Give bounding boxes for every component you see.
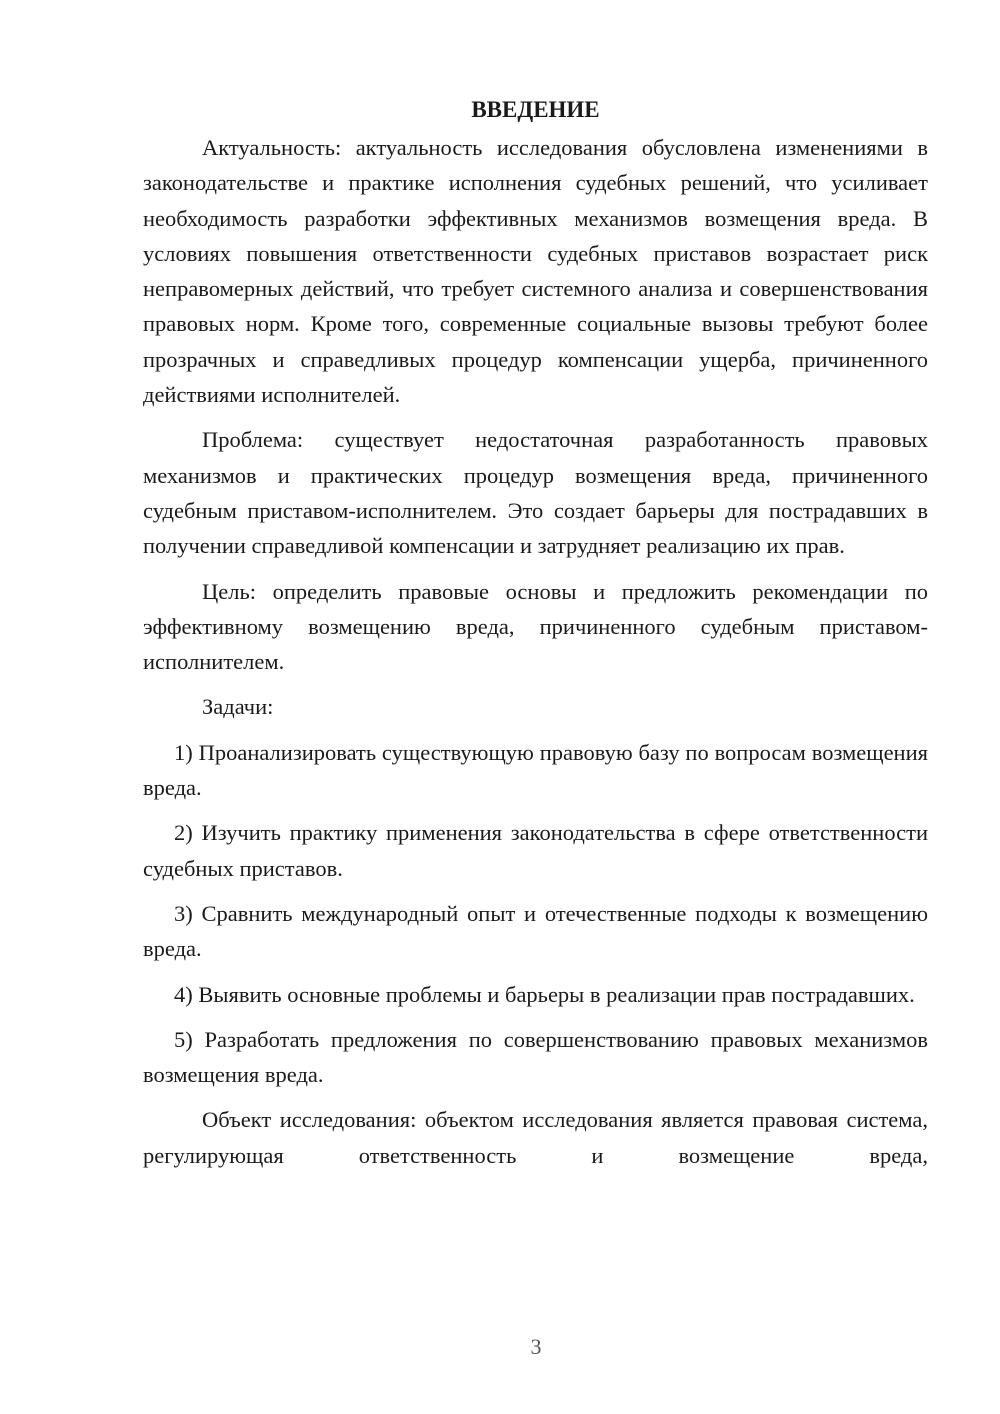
task-item: 3) Сравнить международный опыт и отечественные подходы к возмещению вреда. bbox=[143, 900, 928, 962]
tasks-heading: Задачи: bbox=[202, 694, 274, 720]
task-item: 2) Изучить практику применения законодательства в сфере ответственности судебных приставов. bbox=[143, 820, 928, 881]
page-title: ВВЕДЕНИЕ bbox=[471, 97, 600, 122]
paragraph-goal: Цель: определить правовые основы и предложить рекомендации по эффективному возмещению вреда, причиненного судебным приставом-исполнителем. bbox=[143, 578, 928, 675]
paragraph-relevance: Актуальность: актуальность исследования обусловлена изменениями в законодательстве и практике исполнения судебных решений, что усиливает необходимость разработки эффективных механизмов возмещения вреда. В условиях повышения ответственности судебных приставов возрастает риск неправомерных действий, что требует системного анализа и совершенствования правовых норм. Кроме того, современные социальные вызовы требуют более прозрачных и справедливых процедур компенсации ущерба, причиненного действиями исполнителей. bbox=[143, 135, 928, 408]
paragraph-object: Объект исследования: объектом исследования является правовая система, регулирующая ответственность и возмещение вреда, bbox=[143, 1107, 928, 1168]
task-item: 5) Разработать предложения по совершенствованию правовых механизмов возмещения вреда. bbox=[143, 1026, 928, 1088]
paragraph-problem: Проблема: существует недостаточная разработанность правовых механизмов и практических процедур возмещения вреда, причиненного судебным приставом-исполнителем. Это создает барьеры для пострадавших в получении справедливой компенсации и затрудняет реализацию их прав. bbox=[143, 427, 928, 559]
page-content bbox=[143, 92, 928, 1173]
task-item: 1) Проанализировать существующую правовую базу по вопросам возмещения вреда. bbox=[143, 739, 928, 801]
task-item: 4) Выявить основные проблемы и барьеры в реализации прав пострадавших. bbox=[174, 981, 915, 1007]
page-number: 3 bbox=[530, 1334, 542, 1359]
